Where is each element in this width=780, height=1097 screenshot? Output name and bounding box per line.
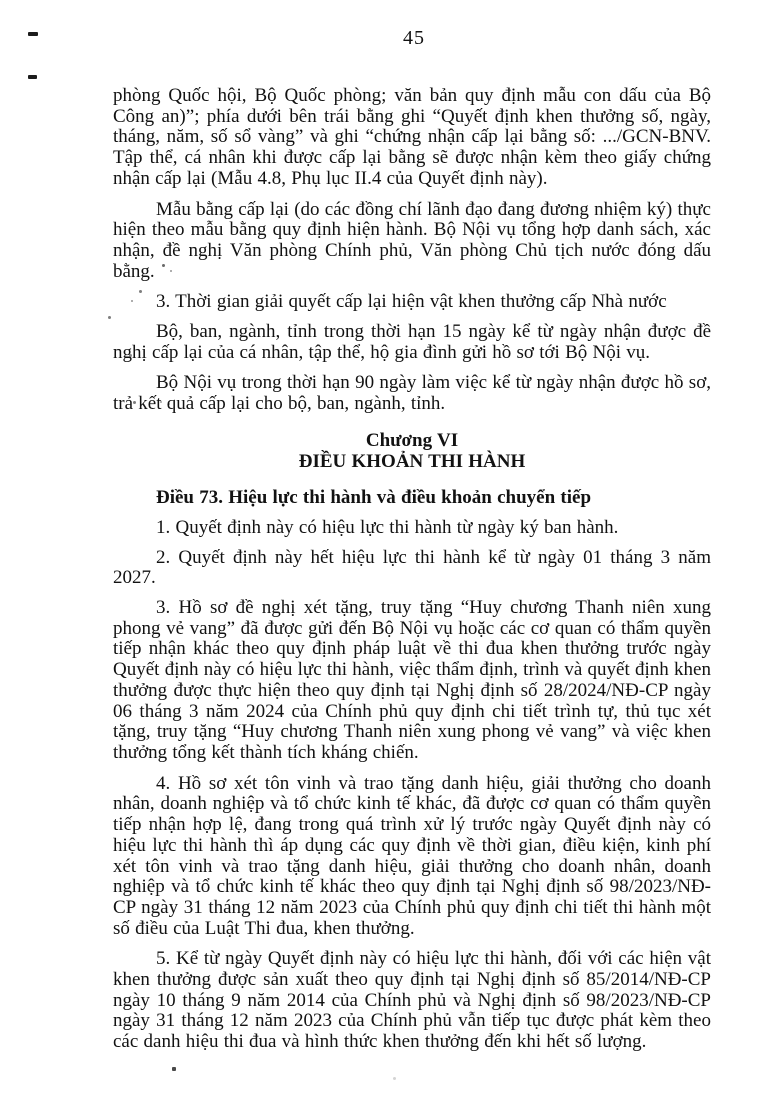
page-number: 45 xyxy=(403,27,425,49)
scan-artifact-dash xyxy=(28,32,38,36)
paragraph-certificate-reissue-template: Mẫu bằng cấp lại (do các đồng chí lãnh đạo đang đương nhiệm ký) thực hiện theo mẫu bằng quy định hiện hành. Bộ Nội vụ tổng hợp danh sách, xác nhận, đề nghị Văn phòng Chính phủ, Văn phòng Chủ tịch nước đóng dấu bằng. xyxy=(113,198,711,282)
chapter-title: Chương VI xyxy=(365,429,459,451)
paragraph-ministries-15-days: Bộ, ban, ngành, tỉnh trong thời hạn 15 ngày kể từ ngày nhận được đề nghị cấp lại của cá nhân, tập thể, hộ gia đình gửi hồ sơ tới Bộ Nội vụ. xyxy=(113,321,711,363)
scan-artifact-speck xyxy=(108,316,111,319)
paragraph-moha-90-days: Bộ Nội vụ trong thời hạn 90 ngày làm việc kể từ ngày nhận được hồ sơ, trả kết quả cấp lại cho bộ, ban, ngành, tỉnh. xyxy=(113,372,711,415)
paragraph-item3-reissue-time: 3. Thời gian giải quyết cấp lại hiện vật khen thưởng cấp Nhà nước xyxy=(156,291,667,313)
paragraph-clause-4-business-awards-dossiers: 4. Hồ sơ xét tôn vinh và trao tặng danh hiệu, giải thưởng cho doanh nhân, doanh nghiệp và tổ chức kinh tế khác, đã được cơ quan có thẩm quyền tiếp nhận hợp lệ, đang trong quá trình xử lý trước ngày Quyết định này có hiệu lực thi hành thì áp dụng các quy định về thời gian, điều kiện, kinh phí xét tôn vinh và trao tặng danh hiệu, giải thưởng cho doanh nhân, doanh nghiệp và tổ chức kinh tế khác theo quy định tại Nghị định số 98/2023/NĐ-CP ngày 31 tháng 12 năm 2023 của Chính phủ quy định chi tiết thi hành một số điều của Luật Thi đua, khen thưởng. xyxy=(113,772,711,939)
paragraph-clause-5-award-items-stock: 5. Kể từ ngày Quyết định này có hiệu lực thi hành, đối với các hiện vật khen thưởng được sản xuất theo quy định tại Nghị định số 85/2014/NĐ-CP ngày 10 tháng 9 năm 2014 của Chính phủ và Nghị định số 98/2023/NĐ-CP ngày 31 tháng 12 năm 2023 của Chính phủ vẫn tiếp tục được phát kèm theo các danh hiệu thi đua và hình thức khen thưởng đến khi hết số lượng. xyxy=(113,948,711,1053)
paragraph-clause-1-effective-date: 1. Quyết định này có hiệu lực thi hành từ ngày ký ban hành. xyxy=(156,516,619,538)
scan-artifact-dash xyxy=(28,75,37,79)
chapter-subtitle: ĐIỀU KHOẢN THI HÀNH xyxy=(298,450,526,472)
document-content xyxy=(113,86,711,1063)
paragraph-seal-regulation-continuation: phòng Quốc hội, Bộ Quốc phòng; văn bản quy định mẫu con dấu của Bộ Công an)”; phía dưới bên trái bằng ghi “Quyết định khen thưởng số, ngày, tháng, năm, số sổ vàng” và ghi “chứng nhận cấp lại bằng số: .../GCN-BNV. Tập thể, cá nhân khi được cấp lại bằng sẽ được nhận kèm theo giấy chứng nhận cấp lại (Mẫu 4.8, Phụ lục II.4 của Quyết định này). xyxy=(113,85,711,189)
paragraph-clause-2-expiry-date: 2. Quyết định này hết hiệu lực thi hành kể từ ngày 01 tháng 3 năm 2027. xyxy=(113,546,711,589)
scan-artifact-speck xyxy=(172,1067,176,1071)
scan-artifact-speck xyxy=(393,1077,396,1080)
paragraph-clause-3-youth-medal-dossiers: 3. Hồ sơ đề nghị xét tặng, truy tặng “Huy chương Thanh niên xung phong vẻ vang” đã được gửi đến Bộ Nội vụ hoặc các cơ quan có thẩm quyền tiếp nhận khác theo quy định pháp luật về thi đua khen thưởng trước ngày Quyết định này có hiệu lực thi hành, việc thẩm định, trình và quyết định khen thưởng được thực hiện theo quy định tại Nghị định số 28/2024/NĐ-CP ngày 06 tháng 3 năm 2024 của Chính phủ quy định chi tiết trình tự, thủ tục xét tặng, truy tặng “Huy chương Thanh niên xung phong vẻ vang” và việc khen thưởng tổng kết thành tích kháng chiến. xyxy=(113,597,711,763)
article-73-heading: Điều 73. Hiệu lực thi hành và điều khoản chuyển tiếp xyxy=(156,487,592,509)
